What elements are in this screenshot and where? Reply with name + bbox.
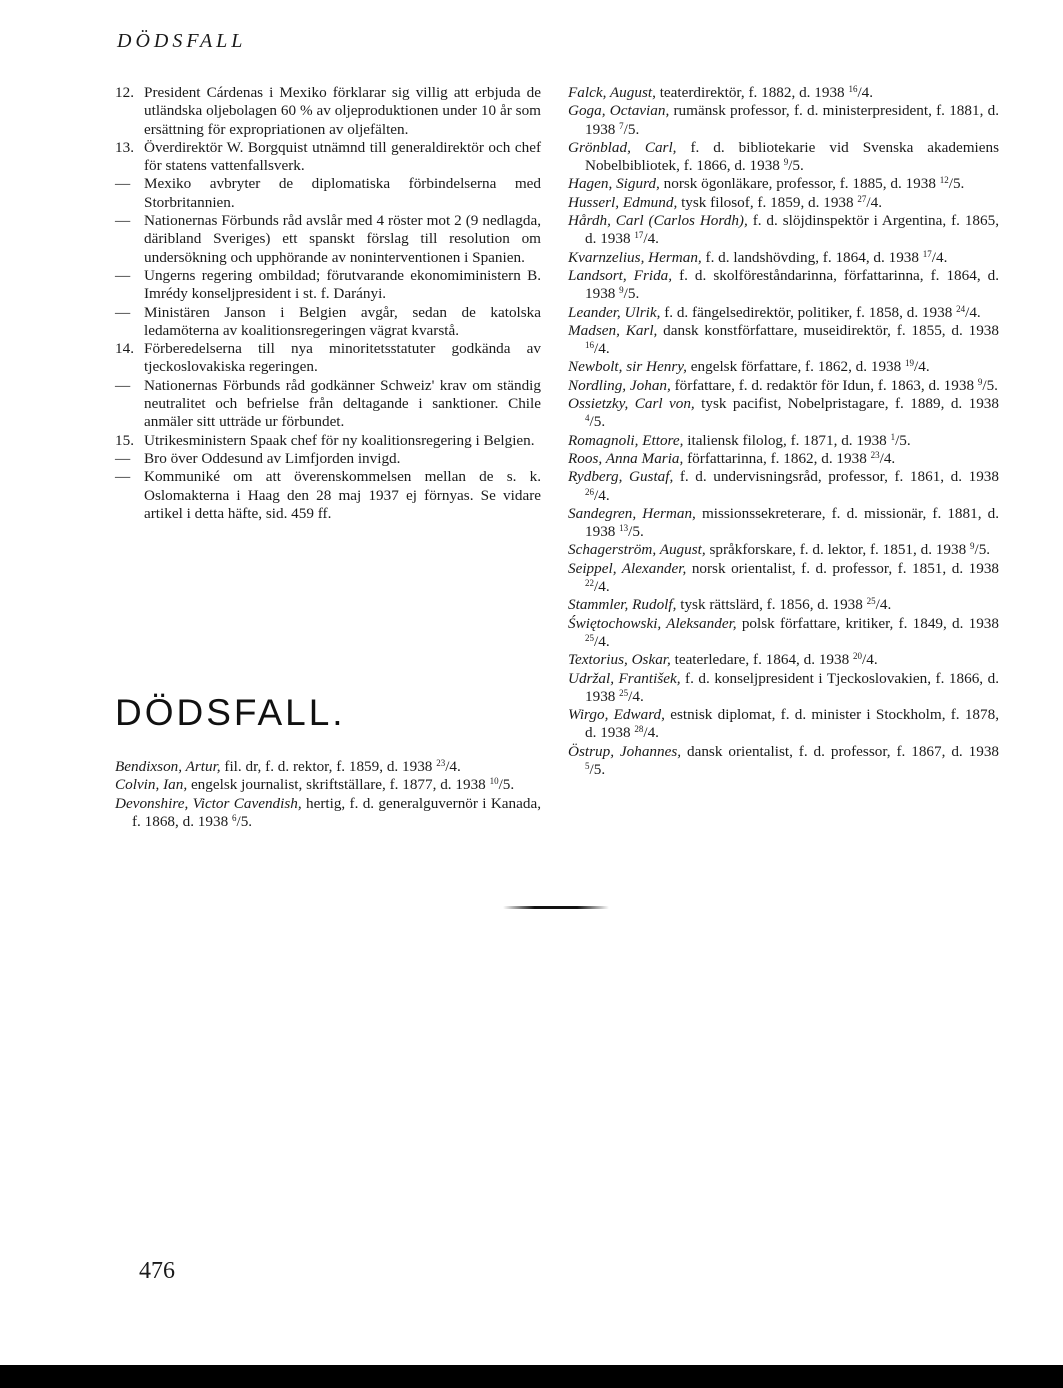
- obituary-text: estnisk diplomat, f. d. minister i Stockholm, f. 1878, d. 1938: [585, 706, 1000, 742]
- obituary-entry: [568, 358, 999, 376]
- obituary-text: tysk filosof, f. 1859, d. 1938: [681, 193, 854, 211]
- chronicle-entry-text: Ministären Janson i Belgien avgår, sedan de katolska ledamöterna av koalitionsregeringen vägrat kvarstå.: [144, 303, 541, 339]
- obituary-entry: [568, 505, 999, 542]
- chronicle-entry: [115, 175, 541, 212]
- obituary-date-month: /5.: [895, 431, 911, 449]
- obituary-date-month: /4.: [857, 84, 874, 101]
- obituary-text: språkforskare, f. d. lektor, f. 1851, d. 1938: [709, 541, 967, 559]
- obituary-date-month: /5.: [974, 541, 991, 559]
- obituary-name: Kvarnzelius, Herman,: [568, 248, 702, 266]
- obituary-entry: [568, 468, 999, 505]
- obituary-date-month: /5.: [788, 157, 804, 175]
- obituary-name: Schagerström, August,: [568, 541, 706, 559]
- section-heading: DÖDSFALL.: [115, 692, 346, 733]
- chronicle-entry: [115, 212, 541, 267]
- obituary-date-month: /4.: [914, 358, 930, 376]
- obituary-date-day: 4: [585, 413, 590, 424]
- chronicle-entry-marker: —: [115, 303, 131, 321]
- obituary-name: Rydberg, Gustaf,: [568, 468, 674, 486]
- chronicle-entry: [115, 304, 541, 341]
- obituary-entry: [568, 743, 999, 780]
- obituary-date-day: 16: [585, 340, 594, 351]
- scan-edge-band: [0, 1365, 1063, 1388]
- obituary-name: Wirgo, Edward,: [568, 706, 665, 724]
- obituary-date-day: 25: [866, 596, 876, 607]
- chronicle-entry-text: President Cárdenas i Mexiko förklarar sig villig att erbjuda de utländska oljebolagen 60 % av oljeproduktionen under 10 år som ersättning för expropriationen av oljefälten.: [144, 84, 541, 138]
- obituary-entry: [568, 432, 999, 450]
- obituary-name: Grönblad, Carl,: [568, 138, 677, 156]
- chronicle-entry-text: Bro över Oddesund av Limfjorden invigd.: [144, 449, 401, 467]
- obituary-name: Hårdh, Carl (Carlos Hordh),: [568, 212, 748, 230]
- obituary-date-day: 9: [977, 376, 983, 387]
- obituary-entry: [568, 450, 999, 468]
- chronicle-entry-marker: 14.: [115, 340, 134, 358]
- obituary-text: missionssekreterare, f. d. missionär, f. 1881, d. 1938: [585, 504, 999, 541]
- obituary-date-month: /4.: [594, 578, 610, 596]
- obituary-list-right: [568, 84, 999, 779]
- obituary-entry: [568, 212, 999, 249]
- chronicle-entry: [115, 139, 541, 176]
- obituary-name: Landsort, Frida,: [568, 266, 673, 284]
- obituary-text: författarinna, f. 1862, d. 1938: [687, 449, 867, 467]
- obituary-date-day: 20: [853, 651, 862, 662]
- chronicle-column: [115, 84, 541, 523]
- obituary-name: Roos, Anna Maria,: [568, 449, 684, 467]
- obituary-entry: [568, 322, 999, 359]
- chronicle-entry-marker: —: [115, 449, 131, 467]
- chronicle-entry-text: Nationernas Förbunds råd godkänner Schweiz' krav om ständig neutralitet och befrielse från deltagande i sanktioner. Chile anmäler sitt utträde ur förbundet.: [144, 376, 541, 431]
- obituary-text: f. d. konseljpresident i Tjeckoslovakien, f. 1866, d. 1938: [585, 669, 999, 705]
- obituary-date-day: 13: [619, 523, 629, 534]
- obituary-text: norsk ögonläkare, professor, f. 1885, d. 1938: [663, 175, 936, 193]
- chronicle-entry-marker: 12.: [115, 84, 134, 101]
- obituary-date-day: 16: [848, 84, 858, 94]
- obituary-name: Seippel, Alexander,: [568, 559, 687, 577]
- obituary-text: engelsk författare, f. 1862, d. 1938: [690, 358, 902, 376]
- obituary-text: teaterdirektör, f. 1882, d. 1938: [659, 84, 845, 101]
- obituary-date-day: 24: [956, 303, 966, 314]
- obituary-date-month: /5.: [623, 285, 640, 303]
- obituary-entry: [568, 304, 999, 322]
- obituary-name: Newbolt, sir Henry,: [568, 358, 687, 376]
- obituary-entry: [568, 377, 999, 395]
- obituary-date-month: /4.: [643, 230, 659, 248]
- obituary-text: rumänsk professor, f. d. ministerpresident, f. 1881, d. 1938: [585, 102, 999, 138]
- obituary-date-month: /5.: [498, 776, 515, 794]
- running-head: DÖDSFALL: [117, 30, 247, 52]
- obituary-text: tysk rättslärd, f. 1856, d. 1938: [680, 596, 863, 614]
- chronicle-entry: [115, 468, 541, 523]
- obituary-entry: [115, 795, 541, 832]
- obituary-text: italiensk filolog, f. 1871, d. 1938: [687, 431, 887, 449]
- obituary-date-day: 23: [436, 758, 446, 768]
- chronicle-entry-marker: —: [115, 376, 131, 394]
- obituary-entry: [568, 395, 999, 432]
- chronicle-entry: [115, 377, 541, 432]
- obituary-date-day: 6: [231, 812, 237, 823]
- obituary-text: f. d. skolföreståndarinna, författarinna, f. 1864, d. 1938: [585, 266, 1000, 303]
- obituary-date-day: 5: [585, 760, 590, 771]
- obituary-date-day: 19: [905, 358, 915, 369]
- obituary-entry: [568, 560, 999, 597]
- chronicle-entry: [115, 450, 541, 468]
- obituary-date-month: /4.: [965, 303, 981, 321]
- chronicle-entry: [115, 432, 541, 450]
- obituary-entry: [568, 706, 999, 743]
- obituary-text: f. d. bibliotekarie vid Svenska akademiens Nobelbibliotek, f. 1866, d. 1938: [585, 138, 999, 175]
- obituary-name: Romagnoli, Ettore,: [568, 431, 684, 449]
- obituary-name: Stammler, Rudolf,: [568, 596, 677, 614]
- chronicle-entry-text: Utrikesministern Spaak chef för ny koalitionsregering i Belgien.: [144, 431, 535, 449]
- obituary-text: f. d. undervisningsråd, professor, f. 1861, d. 1938: [679, 468, 999, 486]
- obituary-entry: [568, 651, 999, 669]
- obituary-date-day: 23: [870, 449, 880, 460]
- obituary-name: Hagen, Sigurd,: [568, 175, 660, 193]
- chronicle-entry: [115, 267, 541, 304]
- obituary-date-day: 7: [619, 120, 624, 131]
- obituary-text: teaterledare, f. 1864, d. 1938: [674, 651, 850, 669]
- obituary-entry: [568, 615, 999, 652]
- obituary-text: författare, f. d. redaktör för Idun, f. 1863, d. 1938: [674, 376, 975, 394]
- obituary-date-day: 9: [969, 541, 975, 552]
- obituary-name: Textorius, Oskar,: [568, 651, 671, 669]
- obituary-date-day: 27: [857, 193, 867, 204]
- obituary-date-month: /4.: [594, 632, 610, 650]
- obituary-name: Leander, Ulrik,: [568, 303, 661, 321]
- obituary-date-day: 12: [939, 175, 949, 186]
- chronicle-entry-text: Överdirektör W. Borgquist utnämnd till generaldirektör och chef för statens vattenfallsverk.: [144, 138, 541, 175]
- chronicle-entry-text: Ungerns regering ombildad; förutvarande ekonomiministern B. Imrédy konseljpresident i st. f. Darányi.: [144, 266, 541, 303]
- obituary-text: dansk konstförfattare, museidirektör, f. 1855, d. 1938: [663, 321, 999, 339]
- chronicle-entry-text: Nationernas Förbunds råd avslår med 4 röster mot 2 (9 nedlagda, däribland Sveriges) ett spanskt förslag till resolution om undersökning och upphörande av noninterventionen i Spanien.: [144, 212, 541, 266]
- obituary-entry: [568, 84, 999, 102]
- obituary-name: Husserl, Edmund,: [568, 193, 678, 211]
- obituary-entry: [115, 776, 541, 794]
- obituary-entry: [568, 139, 999, 176]
- obituary-entry: [568, 249, 999, 267]
- chronicle-entry-marker: —: [115, 468, 131, 486]
- obituary-date-month: /5.: [982, 376, 998, 394]
- obituary-entry: [568, 541, 999, 559]
- obituary-name: Goga, Octavian,: [568, 102, 670, 120]
- obituary-date-day: 17: [922, 248, 932, 259]
- obituary-name: Świętochowski, Aleksander,: [568, 614, 737, 632]
- chronicle-entry-marker: 15.: [115, 431, 134, 449]
- obituary-date-day: 1: [890, 431, 896, 442]
- obituary-date-month: /4.: [445, 758, 461, 775]
- obituary-entry: [568, 596, 999, 614]
- obituary-date-day: 25: [619, 687, 629, 698]
- obituary-date-month: /4.: [931, 248, 948, 266]
- obituary-entry: [568, 194, 999, 212]
- chronicle-entry: [115, 84, 541, 139]
- obituary-name: Östrup, Johannes,: [568, 742, 682, 760]
- obituary-date-day: 9: [619, 285, 624, 296]
- obituary-date-day: 10: [489, 776, 499, 787]
- obituary-date-month: /5.: [589, 413, 606, 431]
- obituary-name: Colvin, Ian,: [115, 776, 188, 794]
- obituary-date-month: /4.: [862, 651, 878, 669]
- obituary-entry: [568, 267, 999, 304]
- chronicle-entry-text: Mexiko avbryter de diplomatiska förbindelserna med Storbritannien.: [144, 175, 541, 211]
- chronicle-entry: [115, 340, 541, 377]
- obituary-text: f. d. slöjdinspektör i Argentina, f. 1865, d. 1938: [585, 212, 999, 248]
- chronicle-entry-marker: —: [115, 175, 131, 193]
- obituary-name: Devonshire, Victor Cavendish,: [115, 794, 302, 812]
- obituary-text: f. d. landshövding, f. 1864, d. 1938: [705, 248, 919, 266]
- obituary-name: Udržal, František,: [568, 669, 681, 687]
- obituary-date-month: /4.: [875, 596, 892, 614]
- obituary-text: tysk pacifist, Nobelpristagare, f. 1889, d. 1938: [701, 395, 999, 413]
- obituary-date-month: /5.: [589, 760, 606, 778]
- obituary-date-day: 22: [585, 578, 594, 589]
- obituary-date-month: /5.: [623, 120, 640, 138]
- obituary-name: Ossietzky, Carl von,: [568, 395, 695, 413]
- obituary-date-month: /4.: [879, 449, 896, 467]
- obituary-entry: [115, 758, 541, 776]
- obituary-name: Bendixson, Artur,: [115, 758, 221, 775]
- ornamental-rule: [503, 906, 609, 909]
- obituary-date-month: /4.: [643, 724, 659, 742]
- obituary-date-month: /4.: [628, 687, 644, 705]
- obituary-date-day: 28: [634, 724, 644, 735]
- obituary-entry: [568, 175, 999, 193]
- obituary-date-month: /5.: [236, 812, 253, 830]
- obituary-date-month: /4.: [594, 340, 610, 358]
- page-number: 476: [139, 1258, 175, 1284]
- obituary-text: f. d. fängelsedirektör, politiker, f. 1858, d. 1938: [664, 303, 953, 321]
- chronicle-entry-marker: —: [115, 212, 131, 230]
- obituary-date-day: 25: [585, 632, 594, 643]
- chronicle-entry-marker: 13.: [115, 138, 134, 156]
- obituary-list-left: [115, 758, 541, 831]
- obituary-date-month: /5.: [948, 175, 965, 193]
- obituary-date-month: /4.: [594, 486, 610, 504]
- chronicle-entry-text: Förberedelserna till nya minoritetsstatuter godkända av tjeckoslovakiska regeringen.: [144, 340, 541, 376]
- obituary-date-month: /4.: [866, 193, 883, 211]
- obituary-name: Nordling, Johan,: [568, 376, 671, 394]
- obituary-text: norsk orientalist, f. d. professor, f. 1851, d. 1938: [691, 559, 1000, 577]
- obituary-date-month: /5.: [628, 523, 644, 541]
- obituary-date-day: 9: [783, 157, 789, 168]
- obituary-date-day: 17: [634, 230, 644, 241]
- obituary-name: Madsen, Karl,: [568, 321, 658, 339]
- chronicle-entry-text: Kommuniké om att överenskommelsen mellan de s. k. Oslomakterna i Haag den 28 maj 1937 ej förnyas. Se vidare artikel i detta häfte, sid. 459 ff.: [144, 468, 541, 522]
- obituary-name: Sandegren, Herman,: [568, 504, 696, 522]
- obituary-entry: [568, 670, 999, 707]
- obituary-text: hertig, f. d. generalguvernör i Kanada, f. 1868, d. 1938: [132, 794, 541, 830]
- obituary-name: Falck, August,: [568, 84, 656, 101]
- chronicle-entry-marker: —: [115, 266, 131, 284]
- obituary-entry: [568, 102, 999, 139]
- obituary-date-day: 26: [585, 486, 594, 497]
- obituary-text: polsk författare, kritiker, f. 1849, d. 1938: [741, 614, 999, 632]
- obituary-text: engelsk journalist, skriftställare, f. 1877, d. 1938: [190, 776, 486, 794]
- obituary-text: dansk orientalist, f. d. professor, f. 1867, d. 1938: [687, 742, 1000, 760]
- obituary-text: fil. dr, f. d. rektor, f. 1859, d. 1938: [224, 758, 433, 775]
